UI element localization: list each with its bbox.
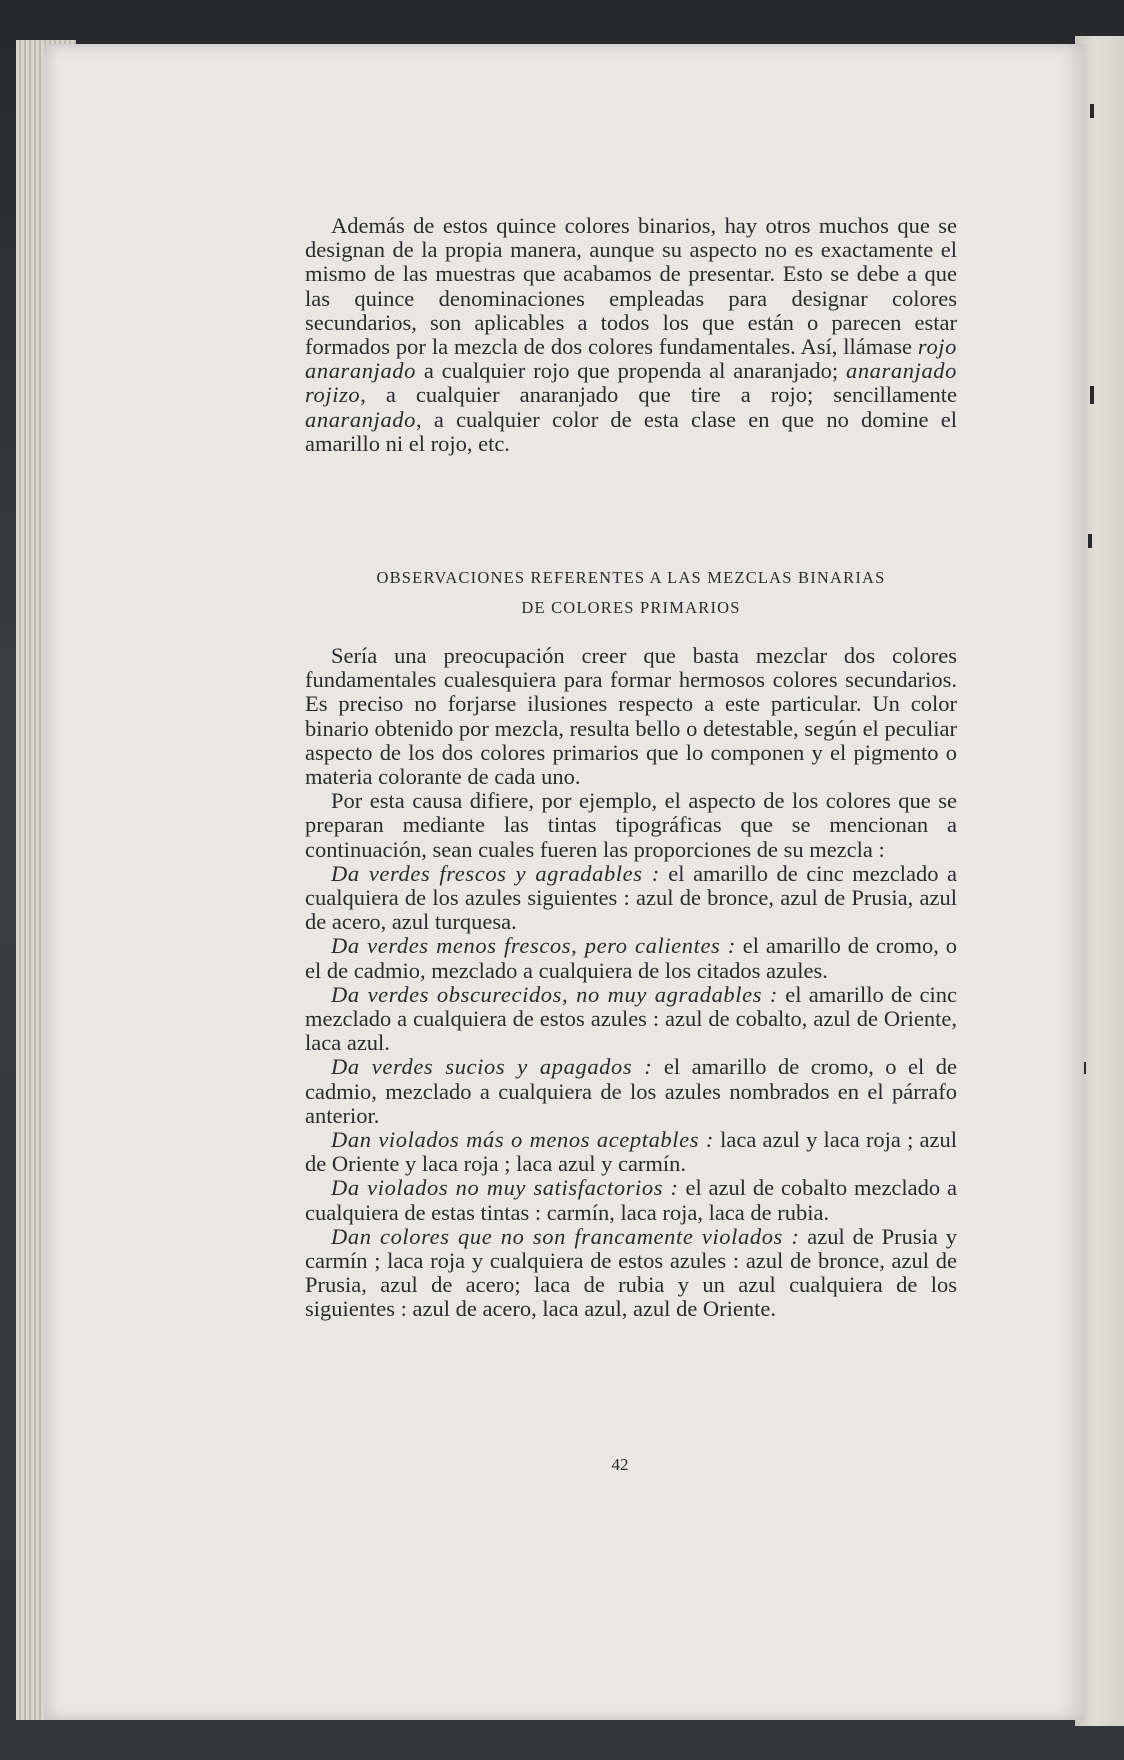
margin-mark	[1090, 104, 1094, 118]
page-number: 42	[611, 1455, 629, 1474]
mixture-entry	[305, 983, 957, 1056]
text-run: Además de estos quince colores binarios, hay otros muchos que se designan de la propia manera, aunque su aspecto no es exactamente el mismo de las muestras que acabamos de presentar. Esto se debe a que las quince denominaciones empleadas para designar colores secundarios, son aplicables a todos los que están o parecen estar formados por la mezcla de dos colores fundamentales. Así, llámase	[305, 213, 957, 360]
text-run: , a cualquier anaranjado que tire a rojo; sencillamente	[360, 382, 957, 408]
italic-lead: Da violados no muy satisfactorios :	[331, 1175, 679, 1201]
text-run: el amarillo de cromo, o el de cadmio, mezclado a cualquiera de los citados azules.	[305, 933, 957, 983]
italic-lead: Da verdes menos frescos, pero calientes :	[331, 933, 736, 959]
mixture-entry	[305, 1128, 957, 1176]
mixture-entry	[305, 1176, 957, 1224]
mixture-entry	[305, 862, 957, 935]
italic-term: anaranjado	[305, 406, 417, 432]
text-run: el amarillo de cromo, o el de cadmio, mezclado a cualquiera de los azules nombrados en el párrafo anterior.	[305, 1054, 957, 1128]
italic-lead: Dan colores que no son francamente violados :	[331, 1223, 800, 1249]
margin-mark	[1088, 534, 1092, 548]
heading-line: OBSERVACIONES REFERENTES A LAS MEZCLAS BINARIAS	[376, 568, 886, 587]
paragraph	[305, 214, 957, 456]
mixture-entry	[305, 934, 957, 982]
heading-line: DE COLORES PRIMARIOS	[521, 598, 741, 617]
text-run: , a cualquier color de esta clase en que no domine el amarillo ni el rojo, etc.	[305, 406, 957, 456]
text-run: Sería una preocupación creer que basta mezclar dos colores fundamentales cualesquiera para formar hermosos colores secundarios. Es preciso no forjarse ilusiones respecto a este particular. Un color binario obtenido por mezcla, resulta bello o detestable, según el peculiar aspecto de los dos colores primarios que lo componen y el pigmento o materia colorante de cada uno.	[305, 643, 957, 790]
paragraph	[305, 789, 957, 862]
text-run: laca azul y laca roja ; azul de Oriente y laca roja ; laca azul y carmín.	[305, 1127, 957, 1177]
section-heading	[300, 563, 962, 623]
paragraph	[305, 644, 957, 789]
text-run: el amarillo de cinc mezclado a cualquiera de estos azules : azul de cobalto, azul de Oriente, laca azul.	[305, 981, 958, 1056]
mixture-entry	[305, 1225, 957, 1322]
text-run: el azul de cobalto mezclado a cualquiera de estas tintas : carmín, laca roja, laca de rubia.	[305, 1175, 957, 1225]
mixtures-section	[305, 644, 957, 1322]
italic-term: anaranjado rojizo	[305, 358, 957, 408]
text-run: el amarillo de cinc mezclado a cualquiera de los azules siguientes : azul de bronce, azul de Prusia, azul de acero, azul turquesa.	[305, 860, 957, 935]
italic-lead: Da verdes frescos y agradables :	[331, 860, 660, 886]
text-run: Por esta causa difiere, por ejemplo, el aspecto de los colores que se preparan mediante las tintas tipográficas que se mencionan a continuación, sean cuales fueren las proporciones de su mezcla :	[305, 788, 957, 862]
italic-lead: Da verdes obscurecidos, no muy agradables :	[331, 981, 779, 1007]
italic-term: rojo anaranjado	[305, 334, 957, 384]
text-run: a cualquier rojo que propenda al anaranjado;	[416, 358, 846, 384]
intro-paragraph	[305, 214, 957, 456]
text-run: azul de Prusia y carmín ; laca roja y cualquiera de estos azules : azul de bronce, azul de Prusia, azul de acero; laca de rubia y un azul cualquiera de los siguientes : azul de acero, laca azul, azul de Oriente.	[305, 1223, 957, 1322]
italic-lead: Da verdes sucios y apagados :	[331, 1054, 653, 1080]
italic-lead: Dan violados más o menos aceptables :	[331, 1127, 714, 1153]
margin-mark	[1090, 386, 1094, 404]
mixture-entry	[305, 1055, 957, 1128]
